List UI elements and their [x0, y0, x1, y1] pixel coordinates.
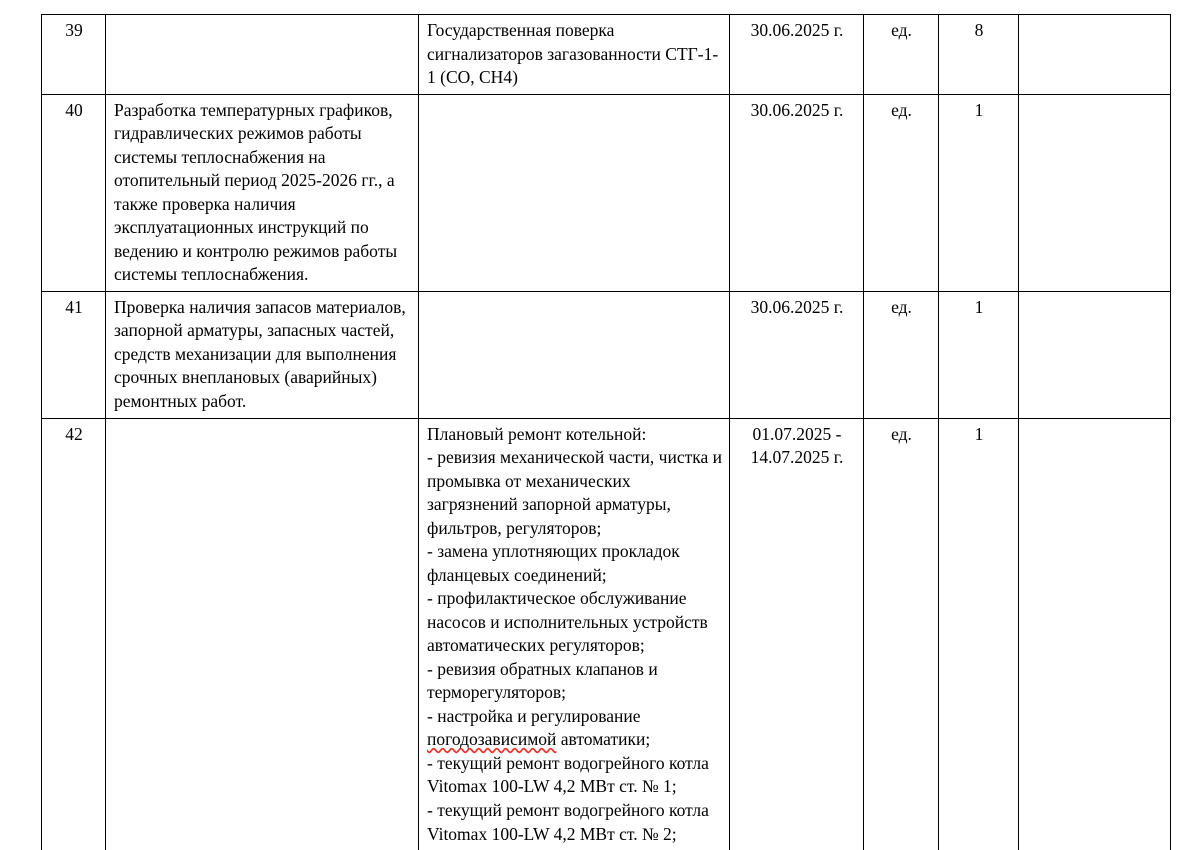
row-number-text: 39 [65, 20, 83, 40]
row-number-cell [42, 94, 106, 291]
description-primary-cell [106, 94, 419, 291]
work-schedule-table [41, 14, 1171, 850]
unit-cell [864, 418, 939, 850]
description-secondary-text: Государственная поверка сигнализаторов загазованности СТГ-1-1 (СО, СН4) [427, 20, 719, 88]
description-line: - ревизия обратных клапанов и терморегуляторов; [427, 658, 658, 703]
description-secondary-cell [419, 418, 730, 850]
row-number-cell [42, 418, 106, 850]
row-number-cell [42, 291, 106, 418]
unit-cell [864, 291, 939, 418]
notes-cell [1019, 94, 1171, 291]
description-primary-text: Проверка наличия запасов материалов, запорной арматуры, запасных частей, средств механизации для выполнения срочных внеплановых (аварийных) ремонтных работ. [114, 296, 406, 411]
quantity-cell [939, 418, 1019, 850]
notes-cell [1019, 291, 1171, 418]
quantity-text: 8 [974, 20, 984, 40]
due-date-line-1: 01.07.2025 - [752, 423, 842, 444]
due-date-cell [730, 291, 864, 418]
table-row [42, 94, 1171, 291]
quantity-cell [939, 291, 1019, 418]
quantity-cell [939, 94, 1019, 291]
table-row [42, 418, 1171, 850]
unit-text: ед. [891, 99, 912, 120]
description-line: Плановый ремонт котельной: [427, 423, 647, 444]
row-number-text: 41 [65, 296, 83, 317]
description-line: - ревизия механической части, чистка и промывка от механических загрязнений запорной арматуры, фильтров, регуляторов; [427, 447, 722, 538]
unit-text: ед. [891, 20, 912, 40]
table-row [42, 15, 1171, 95]
quantity-text: 1 [974, 423, 984, 444]
quantity-cell [939, 15, 1019, 95]
notes-cell [1019, 15, 1171, 95]
description-secondary-cell [419, 94, 730, 291]
description-line: - текущий ремонт водогрейного котла Vitomax 100-LW 4,2 МВт ст. № 1; [427, 752, 709, 797]
misspelled-word[interactable]: погодозависимой [427, 729, 557, 750]
description-line: - текущий ремонт водогрейного котла Vitomax 100-LW 4,2 МВт ст. № 2; [427, 800, 709, 844]
description-line: - замена уплотняющих прокладок фланцевых соединений; [427, 541, 680, 585]
due-date-cell [730, 94, 864, 291]
quantity-text: 1 [974, 296, 984, 317]
due-date-cell [730, 418, 864, 850]
unit-text: ед. [891, 423, 912, 444]
description-primary-cell [106, 418, 419, 850]
unit-text: ед. [891, 296, 912, 317]
row-number-cell [42, 15, 106, 95]
description-secondary-text [427, 423, 722, 847]
due-date-text: 30.06.2025 г. [750, 99, 844, 120]
due-date-text: 30.06.2025 г. [750, 20, 844, 40]
due-date-cell [730, 15, 864, 95]
due-date-line-2: 14.07.2025 г. [750, 447, 844, 468]
due-date-text: 30.06.2025 г. [750, 296, 844, 317]
description-secondary-cell [419, 291, 730, 418]
unit-cell [864, 94, 939, 291]
row-number-text: 42 [65, 423, 83, 444]
description-secondary-cell [419, 15, 730, 95]
description-line: - настройка и регулирование погодозависимой автоматики; [427, 705, 651, 750]
quantity-text: 1 [974, 99, 984, 120]
row-number-text: 40 [65, 99, 83, 120]
description-line: - профилактическое обслуживание насосов и исполнительных устройств автоматических регуляторов; [427, 588, 708, 656]
unit-cell [864, 15, 939, 95]
table-row [42, 291, 1171, 418]
notes-cell [1019, 418, 1171, 850]
description-primary-cell [106, 15, 419, 95]
description-primary-cell [106, 291, 419, 418]
description-primary-text: Разработка температурных графиков, гидравлических режимов работы системы теплоснабжения на отопительный период 2025-2026 гг., а также проверка наличия эксплуатационных инструкций по ведению и контролю режимов работы системы теплоснабжения. [114, 99, 398, 285]
